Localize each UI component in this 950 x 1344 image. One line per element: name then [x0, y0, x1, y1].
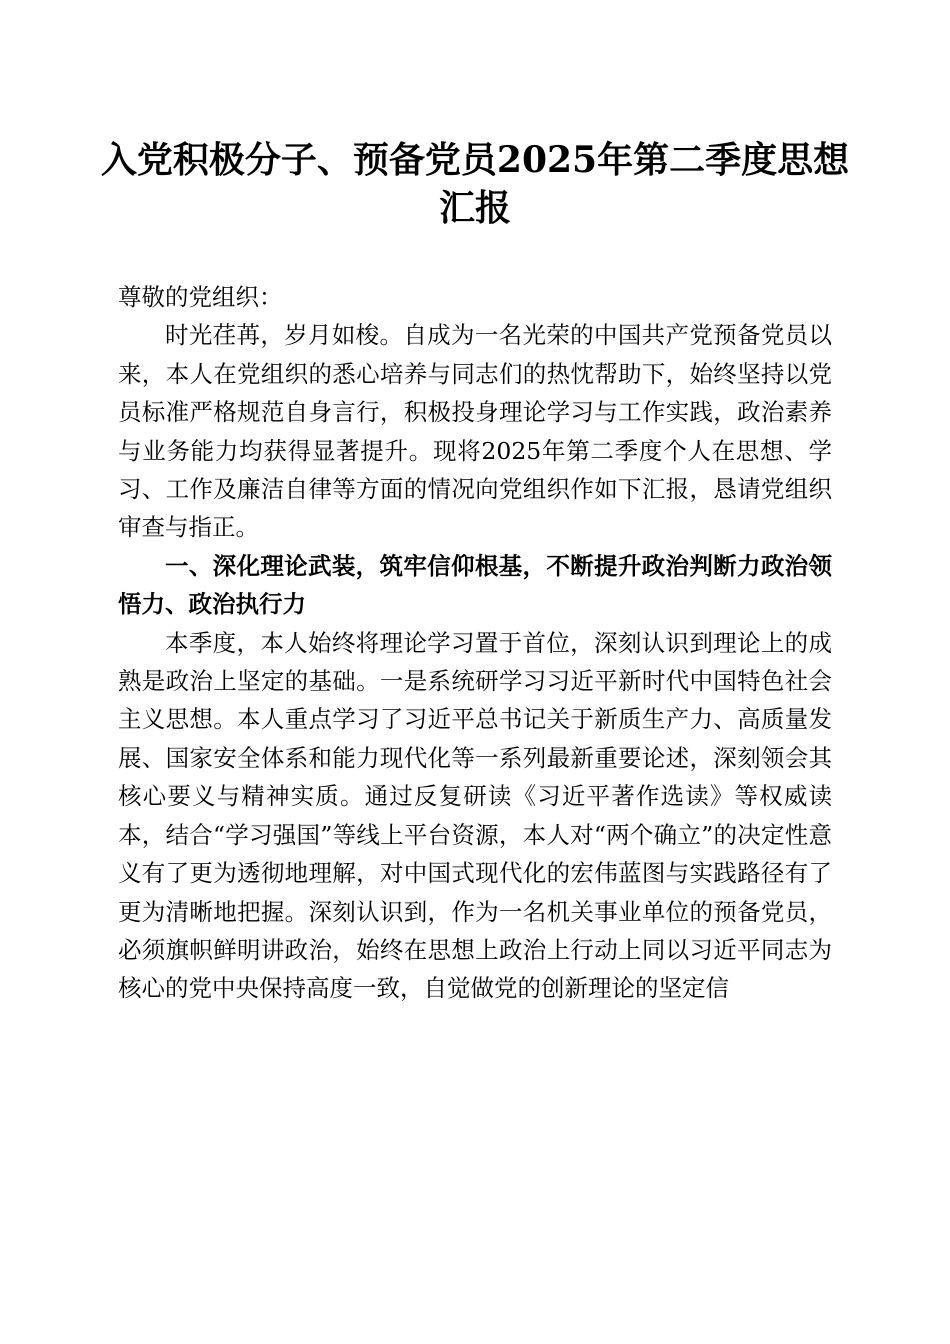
section-paragraph: 本季度，本人始终将理论学习置于首位，深刻认识到理论上的成熟是政治上坚定的基础。一是系统研学习习近平新时代中国特色社会主义思想。本人重点学习了习近平总书记关于新质生产力、高质量发展、国家安全体系和能力现代化等一系列最新重要论述，深刻领会其核心要义与精神实质。通过反复研读《习近平著作选读》等权威读本，结合“学习强国”等线上平台资源，本人对“两个确立”的决定性意义有了更为透彻地理解，对中国式现代化的宏伟蓝图与实践路径有了更为清晰地把握。深刻认识到，作为一名机关事业单位的预备党员，必须旗帜鲜明讲政治，始终在思想上政治上行动上同以习近平同志为核心的党中央保持高度一致，自觉做党的创新理论的坚定信 [118, 628, 832, 1003]
section-heading: 一、深化理论武装，筑牢信仰根基，不断提升政治判断力政治领悟力、政治执行力 [118, 551, 832, 619]
salutation: 尊敬的党组织： [118, 283, 283, 311]
intro-paragraph: 时光荏苒，岁月如梭。自成为一名光荣的中国共产党预备党员以来，本人在党组织的悉心培养与同志们的热忱帮助下，始终坚持以党员标准严格规范自身言行，积极投身理论学习与工作实践，政治素养与业务能力均获得显著提升。现将2025年第二季度个人在思想、学习、工作及廉洁自律等方面的情况向党组织作如下汇报，恳请党组织审查与指正。 [118, 321, 832, 542]
document-body [118, 278, 832, 1008]
document-title: 入党积极分子、预备党员2025年第二季度思想汇报 [100, 139, 850, 229]
